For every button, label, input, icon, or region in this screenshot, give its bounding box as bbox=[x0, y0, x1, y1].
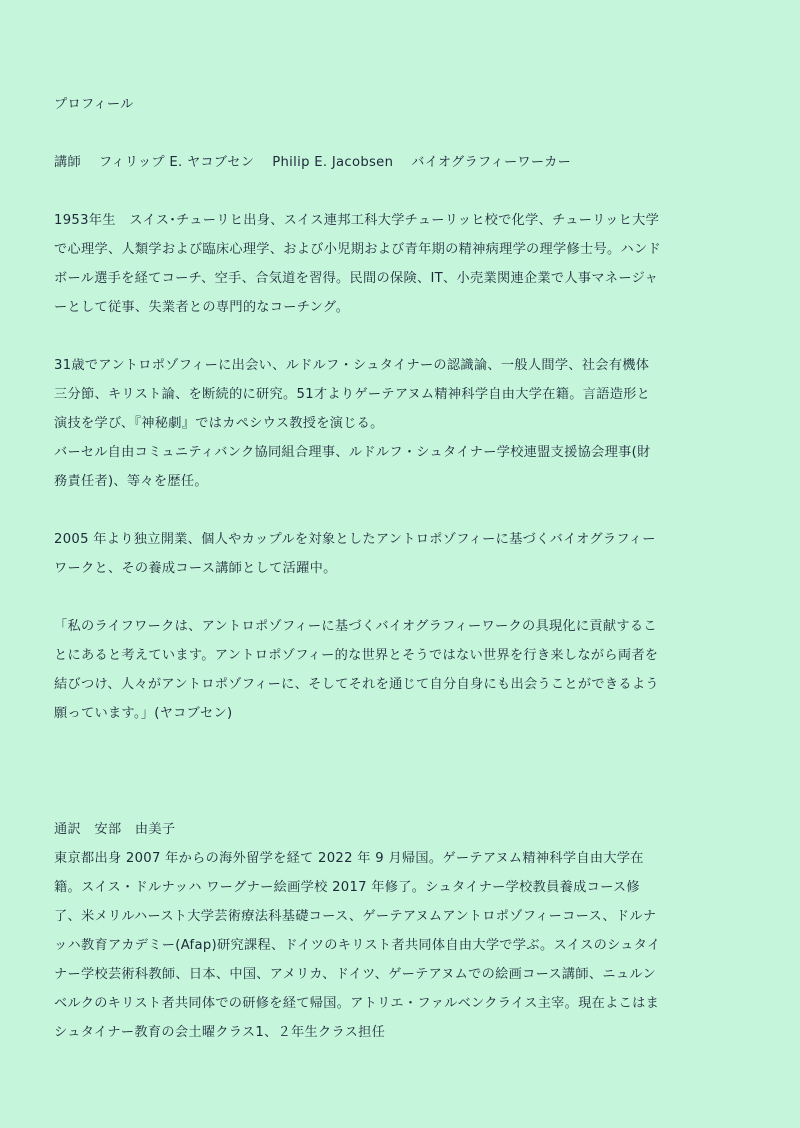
lecturer-heading bbox=[54, 148, 770, 177]
text-line: 了、米メリルハースト大学芸術療法科基礎コース、ゲーテアヌムアントロポゾフィーコース、ドルナ bbox=[54, 909, 657, 924]
lecturer-name-en: Philip E. Jacobsen bbox=[272, 155, 394, 170]
interpreter-section bbox=[54, 815, 770, 1047]
text-line: とにあると考えています。アントロポゾフィー的な世界とそうではない世界を行き来しながら両者を bbox=[54, 648, 659, 663]
text-line: ボール選手を経てコーチ、空手、合気道を習得。民間の保険、IT、小売業関連企業で人事マネージャ bbox=[54, 271, 659, 286]
text-line: で心理学、人類学および臨床心理学、および小児期および青年期の精神病理学の理学修士号。ハンド bbox=[54, 242, 661, 257]
text-line: 籍。スイス・ドルナッハ ワーグナー絵画学校 2017 年修了。シュタイナー学校教員養成コース修 bbox=[54, 880, 640, 895]
bio-paragraph-1 bbox=[54, 206, 770, 322]
text-line: ワークと、その養成コース講師として活躍中。 bbox=[54, 561, 337, 576]
text-line: 演技を学び、『神秘劇』ではカペシウス教授を演じる。 bbox=[54, 416, 384, 431]
profile-document bbox=[54, 90, 770, 1047]
page-title: プロフィール bbox=[54, 97, 134, 112]
text-line: ッハ教育アカデミー(Afap)研究課程、ドイツのキリスト者共同体自由大学で学ぶ。スイスのシュタイ bbox=[54, 938, 661, 953]
quote-paragraph bbox=[54, 612, 770, 728]
text-line: ーとして従事、失業者との専門的なコーチング。 bbox=[54, 300, 350, 315]
lecturer-profession: バイオグラフィーワーカー bbox=[411, 155, 572, 170]
text-line: 願っています。」(ヤコブセン) bbox=[54, 706, 233, 721]
text-line: 2005 年より独立開業、個人やカップルを対象としたアントロポゾフィーに基づくバイオグラフィー bbox=[54, 532, 656, 547]
lecturer-name-ja: フィリップ E. ヤコブセン bbox=[98, 155, 255, 170]
text-line: バーセル自由コミュニティバンク協同組合理事、ルドルフ・シュタイナー学校連盟支援協会理事(財 bbox=[54, 445, 651, 460]
bio-paragraph-3 bbox=[54, 525, 770, 583]
text-line: 結びつけ、人々がアントロポゾフィーに、そしてそれを通じて自分自身にも出会うことができるよう bbox=[54, 677, 659, 692]
text-line: ナー学校芸術科教師、日本、中国、アメリカ、ドイツ、ゲーテアヌムでの絵画コース講師、ニュルン bbox=[54, 967, 656, 982]
interpreter-heading: 通訳 安部 由美子 bbox=[54, 822, 176, 837]
text-line: 三分節、キリスト論、を断続的に研究。51才よりゲーテアヌム精神科学自由大学在籍。言語造形と bbox=[54, 387, 651, 402]
text-line: 31歳でアントロポゾフィーに出会い、ルドルフ・シュタイナーの認識論、一般人間学、社会有機体 bbox=[54, 358, 650, 373]
text-line: シュタイナー教育の会土曜クラス1、２年生クラス担任 bbox=[54, 1025, 386, 1040]
lecturer-role: 講師 bbox=[54, 155, 81, 170]
text-line: 「私のライフワークは、アントロポゾフィーに基づくバイオグラフィーワークの具現化に貢献するこ bbox=[54, 619, 657, 634]
text-line: 務責任者)、等々を歴任。 bbox=[54, 474, 208, 489]
bio-paragraph-2 bbox=[54, 351, 770, 496]
text-line: ベルクのキリスト者共同体での研修を経て帰国。アトリエ・ファルベンクライス主宰。現在よこはま bbox=[54, 996, 660, 1011]
text-line: 東京都出身 2007 年からの海外留学を経て 2022 年 9 月帰国。ゲーテアヌム精神科学自由大学在 bbox=[54, 851, 644, 866]
text-line: 1953年生 スイス･チューリヒ出身、スイス連邦工科大学チューリッヒ校で化学、チューリッヒ大学 bbox=[54, 213, 660, 228]
